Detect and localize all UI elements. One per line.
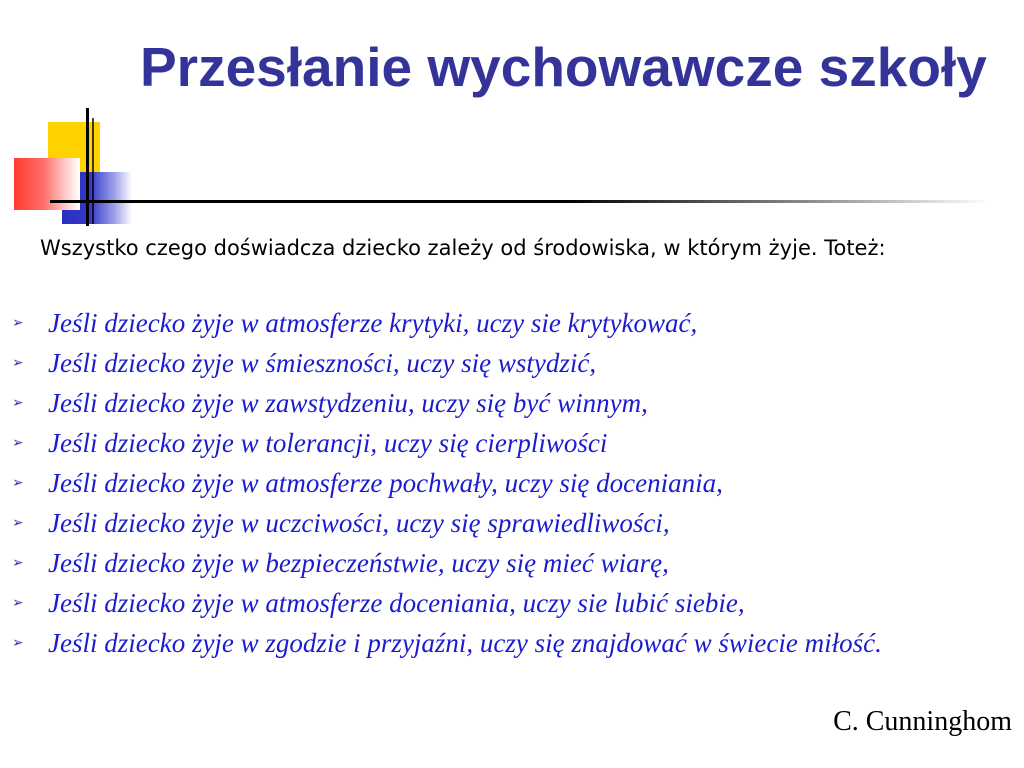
list-item-text: Jeśli dziecko żyje w atmosferze pochwały, uczy się doceniania, [48, 468, 723, 498]
list-item-text: Jeśli dziecko żyje w bezpieczeństwie, uczy się mieć wiarę, [48, 548, 669, 578]
arrow-bullet-icon: ➢ [12, 395, 24, 411]
arrow-bullet-icon: ➢ [12, 315, 24, 331]
list-item [12, 386, 1012, 420]
list-item [12, 626, 1012, 660]
list-item [12, 586, 1012, 620]
list-item [12, 306, 1012, 340]
list-item [12, 426, 1012, 460]
list-item [12, 506, 1012, 540]
decorative-squares-logo [0, 0, 150, 240]
arrow-bullet-icon: ➢ [12, 515, 24, 531]
arrow-bullet-icon: ➢ [12, 595, 24, 611]
arrow-bullet-icon: ➢ [12, 435, 24, 451]
signature: C. Cunninghom [833, 706, 1012, 737]
list-item-text: Jeśli dziecko żyje w tolerancji, uczy się cierpliwości [48, 428, 608, 458]
list-item-text: Jeśli dziecko żyje w atmosferze krytyki, uczy sie krytykować, [48, 308, 698, 338]
list-item-text: Jeśli dziecko żyje w atmosferze doceniania, uczy sie lubić siebie, [48, 588, 745, 618]
arrow-bullet-icon: ➢ [12, 475, 24, 491]
arrow-bullet-icon: ➢ [12, 555, 24, 571]
title-underline [50, 200, 990, 203]
bullet-list [12, 306, 1012, 666]
list-item-text: Jeśli dziecko żyje w zawstydzeniu, uczy się być winnym, [48, 388, 648, 418]
slide-title: Przesłanie wychowawcze szkoły [140, 36, 987, 98]
vertical-rule-secondary [92, 118, 94, 224]
arrow-bullet-icon: ➢ [12, 635, 24, 651]
list-item-text: Jeśli dziecko żyje w zgodzie i przyjaźni, uczy się znajdować w świecie miłość. [48, 628, 882, 658]
list-item [12, 346, 1012, 380]
list-item [12, 466, 1012, 500]
list-item-text: Jeśli dziecko żyje w śmieszności, uczy się wstydzić, [48, 348, 597, 378]
intro-text: Wszystko czego doświadcza dziecko zależy od środowiska, w którym żyje. Toteż: [40, 236, 886, 260]
list-item [12, 546, 1012, 580]
list-item-text: Jeśli dziecko żyje w uczciwości, uczy się sprawiedliwości, [48, 508, 670, 538]
vertical-rule [86, 108, 89, 226]
arrow-bullet-icon: ➢ [12, 355, 24, 371]
